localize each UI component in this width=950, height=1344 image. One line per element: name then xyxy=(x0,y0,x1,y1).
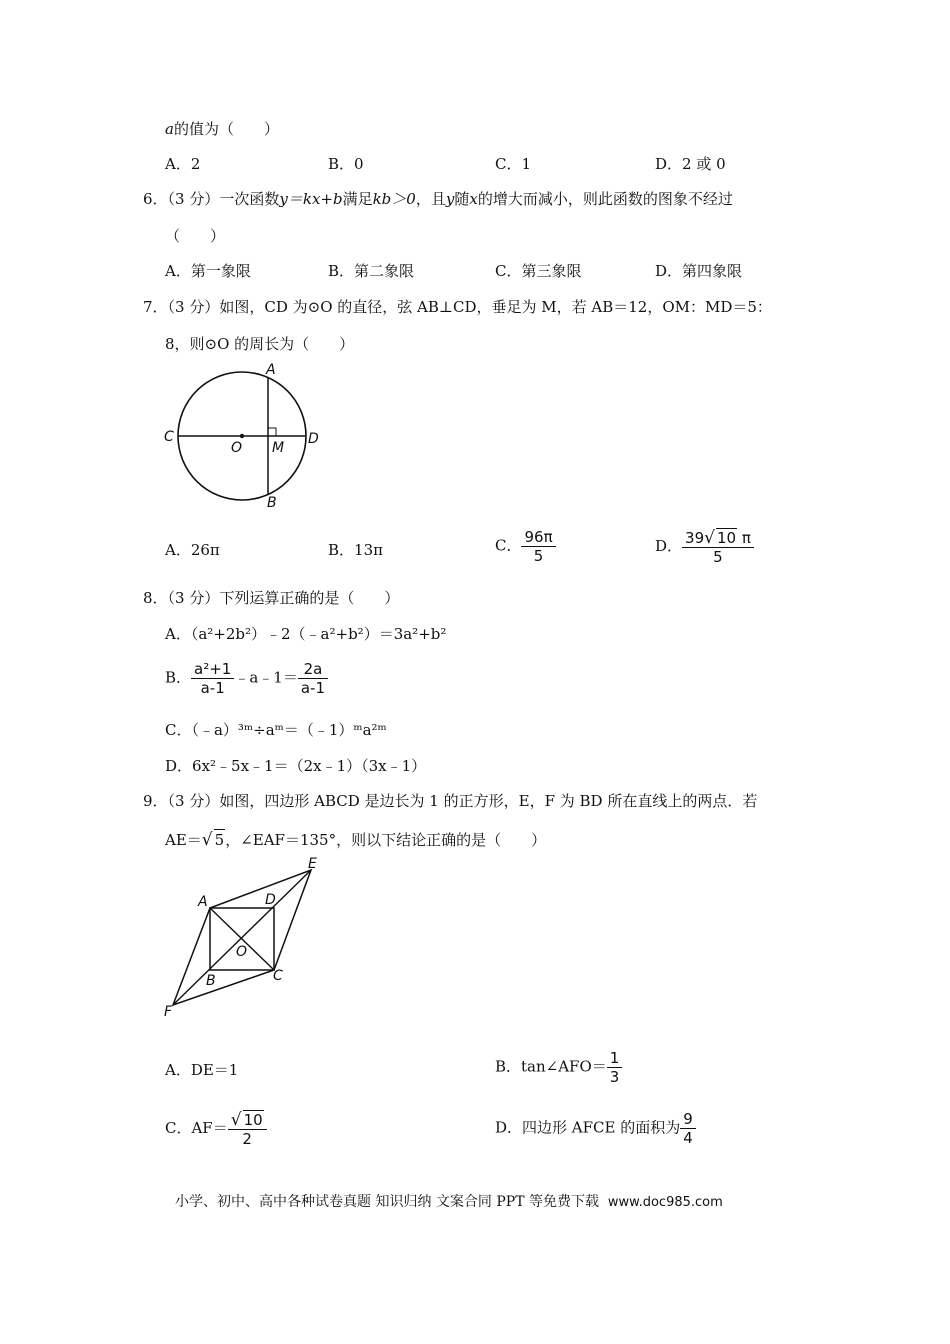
q9-stem-line2 xyxy=(165,829,546,850)
q9-label-e: E xyxy=(308,856,317,872)
q9-diagonal-ac xyxy=(210,908,274,970)
q6-text3: ，且 xyxy=(415,190,446,208)
page-footer xyxy=(175,1191,723,1211)
q6-option-b[interactable]: B．第二象限 xyxy=(328,262,415,280)
q6-text4: 随 xyxy=(454,190,470,208)
q7-label-a: A xyxy=(266,362,276,378)
q9-line2-radicand: 5 xyxy=(214,831,225,849)
q5-option-b[interactable]: B．0 xyxy=(328,155,364,173)
q9-option-d[interactable] xyxy=(495,1110,696,1147)
q6-var-x: x xyxy=(469,190,478,208)
q7-option-d-radicand: 10 xyxy=(716,529,737,547)
q7-option-d-coef: 39 xyxy=(685,529,705,547)
q7-option-a[interactable]: A．26π xyxy=(165,541,220,559)
q7-option-c-fraction xyxy=(521,528,555,565)
q7-option-d-num xyxy=(682,528,754,548)
q9-label-a: A xyxy=(198,894,208,910)
q9-score: （3 分） xyxy=(167,792,220,810)
q9-stem-line1 xyxy=(143,791,757,811)
sqrt-icon: √ xyxy=(704,528,715,548)
q7-option-c-den: 5 xyxy=(533,547,544,565)
q8-text: 下列运算正确的是（ ） xyxy=(219,589,400,607)
q9-label-f: F xyxy=(164,1004,173,1020)
q6-stem xyxy=(143,189,733,209)
q9-option-b-prefix: B．tan∠AFO＝ xyxy=(495,1057,607,1076)
q7-text1: 如图，CD 为⊙O 的直径，弦 AB⊥CD，垂足为 M，若 AB＝12，OM：MD＝5： xyxy=(219,298,772,316)
q9-number: 9． xyxy=(143,792,168,810)
q9-option-b[interactable] xyxy=(495,1049,622,1086)
sqrt-icon: √ xyxy=(230,1110,242,1130)
q8-option-b-mid: ﹣a﹣1＝ xyxy=(234,668,298,687)
q6-text5: 的增大而减小，则此函数的图象不经过 xyxy=(477,190,733,208)
q8-option-a[interactable]: A．（a²+2b²）﹣2（﹣a²+b²）＝3a²+b² xyxy=(165,625,447,643)
q9-option-c-num xyxy=(228,1110,267,1130)
q9-option-b-num: 1 xyxy=(607,1049,623,1068)
q6-option-d[interactable]: D．第四象限 xyxy=(655,262,743,280)
q7-label-b: B xyxy=(267,495,277,511)
q6-text1: 一次函数 xyxy=(219,190,280,208)
q7-center-dot xyxy=(240,434,244,438)
q7-option-d[interactable] xyxy=(655,528,754,566)
q8-number: 8． xyxy=(143,589,168,607)
q6-number: 6． xyxy=(143,190,168,208)
q6-score: （3 分） xyxy=(167,190,220,208)
q8-score: （3 分） xyxy=(167,589,220,607)
q9-option-d-den: 4 xyxy=(683,1129,693,1147)
q8-option-b-num: a²+1 xyxy=(191,660,234,679)
q7-label-d: D xyxy=(308,431,319,447)
q7-score: （3 分） xyxy=(167,298,220,316)
q8-option-b-prefix: B． xyxy=(165,668,192,687)
q5-option-d[interactable]: D．2 或 0 xyxy=(655,155,726,173)
q8-option-b-left-fraction xyxy=(191,660,234,697)
q7-option-c-prefix: C． xyxy=(495,536,522,555)
q9-option-c-den: 2 xyxy=(242,1130,252,1148)
q6-option-a[interactable]: A．第一象限 xyxy=(165,262,251,280)
q9-label-c: C xyxy=(273,968,283,984)
q6-expr: y＝kx+b xyxy=(279,190,343,208)
q9-label-b: B xyxy=(206,973,216,989)
q7-option-d-prefix: D． xyxy=(655,537,683,555)
q7-option-d-pi: π xyxy=(741,529,751,547)
q8-option-b-right-fraction xyxy=(298,660,328,697)
q5-option-c[interactable]: C．1 xyxy=(495,155,532,173)
q6-option-c[interactable]: C．第三象限 xyxy=(495,262,582,280)
q9-option-c[interactable] xyxy=(165,1110,267,1148)
q8-option-b-rden: a-1 xyxy=(300,679,326,697)
q9-option-a[interactable]: A．DE＝1 xyxy=(165,1061,239,1079)
q7-option-d-den: 5 xyxy=(713,548,723,566)
q9-option-d-num: 9 xyxy=(680,1110,696,1129)
q7-option-c-num: 96π xyxy=(521,528,555,547)
q7-label-o: O xyxy=(231,440,243,456)
q5-stem xyxy=(165,119,279,139)
q9-text1: 如图，四边形 ABCD 是边长为 1 的正方形，E，F 为 BD 所在直线上的两点．若 xyxy=(219,792,758,810)
q7-stem-line1 xyxy=(143,297,772,317)
q7-option-c[interactable] xyxy=(495,528,556,565)
q8-option-b-den: a-1 xyxy=(200,679,225,697)
q9-label-d: D xyxy=(265,892,276,908)
q9-option-d-fraction xyxy=(680,1110,696,1147)
q9-label-o: O xyxy=(236,944,248,960)
q9-option-c-prefix: C．AF＝ xyxy=(165,1119,228,1137)
q7-option-b[interactable]: B．13π xyxy=(328,541,383,559)
q9-option-b-den: 3 xyxy=(609,1068,620,1086)
q6-cond: kb＞0 xyxy=(372,190,416,208)
q9-line2-b: ，∠EAF＝135°，则以下结论正确的是（ ） xyxy=(225,831,547,849)
q9-option-d-prefix: D．四边形 AFCE 的面积为 xyxy=(495,1118,681,1137)
q8-option-b-rnum: 2a xyxy=(298,660,328,679)
q7-label-m: M xyxy=(272,440,285,456)
q5-stem-text: 的值为（ ） xyxy=(173,120,279,138)
q8-option-b[interactable] xyxy=(165,660,328,697)
q8-option-d[interactable]: D．6x²﹣5x﹣1＝（2x﹣1）（3x﹣1） xyxy=(165,757,427,775)
q6-paren: （ ） xyxy=(165,227,226,245)
q7-label-c: C xyxy=(164,429,174,445)
q9-diagonal-bd-extended xyxy=(173,870,311,1005)
q9-option-b-fraction xyxy=(607,1049,623,1086)
q7-option-d-fraction xyxy=(682,528,754,566)
q8-stem xyxy=(143,588,399,608)
q7-right-angle-mark xyxy=(268,428,276,436)
q8-option-c[interactable]: C．（﹣a）³ᵐ÷aᵐ＝（﹣1）ᵐa²ᵐ xyxy=(165,721,387,739)
sqrt-icon: √ xyxy=(201,830,213,850)
q9-option-c-radicand: 10 xyxy=(243,1111,263,1129)
q6-var-y: y xyxy=(445,190,455,208)
footer-text: 小学、初中、高中各种试卷真题 知识归纳 文案合同 PPT 等免费下载 xyxy=(175,1194,599,1210)
q5-option-a[interactable]: A．2 xyxy=(165,155,201,173)
q7-number: 7． xyxy=(143,298,168,316)
q9-line2-a: AE＝ xyxy=(165,831,202,849)
q7-circle-figure xyxy=(160,360,330,512)
q6-text2: 满足 xyxy=(342,190,373,208)
q5-var: a xyxy=(165,120,174,138)
q9-square-figure xyxy=(160,852,330,1020)
footer-link[interactable]: www.doc985.com xyxy=(607,1195,723,1210)
q7-stem-line2: 8，则⊙O 的周长为（ ） xyxy=(165,335,355,353)
q9-option-c-fraction xyxy=(228,1110,267,1148)
